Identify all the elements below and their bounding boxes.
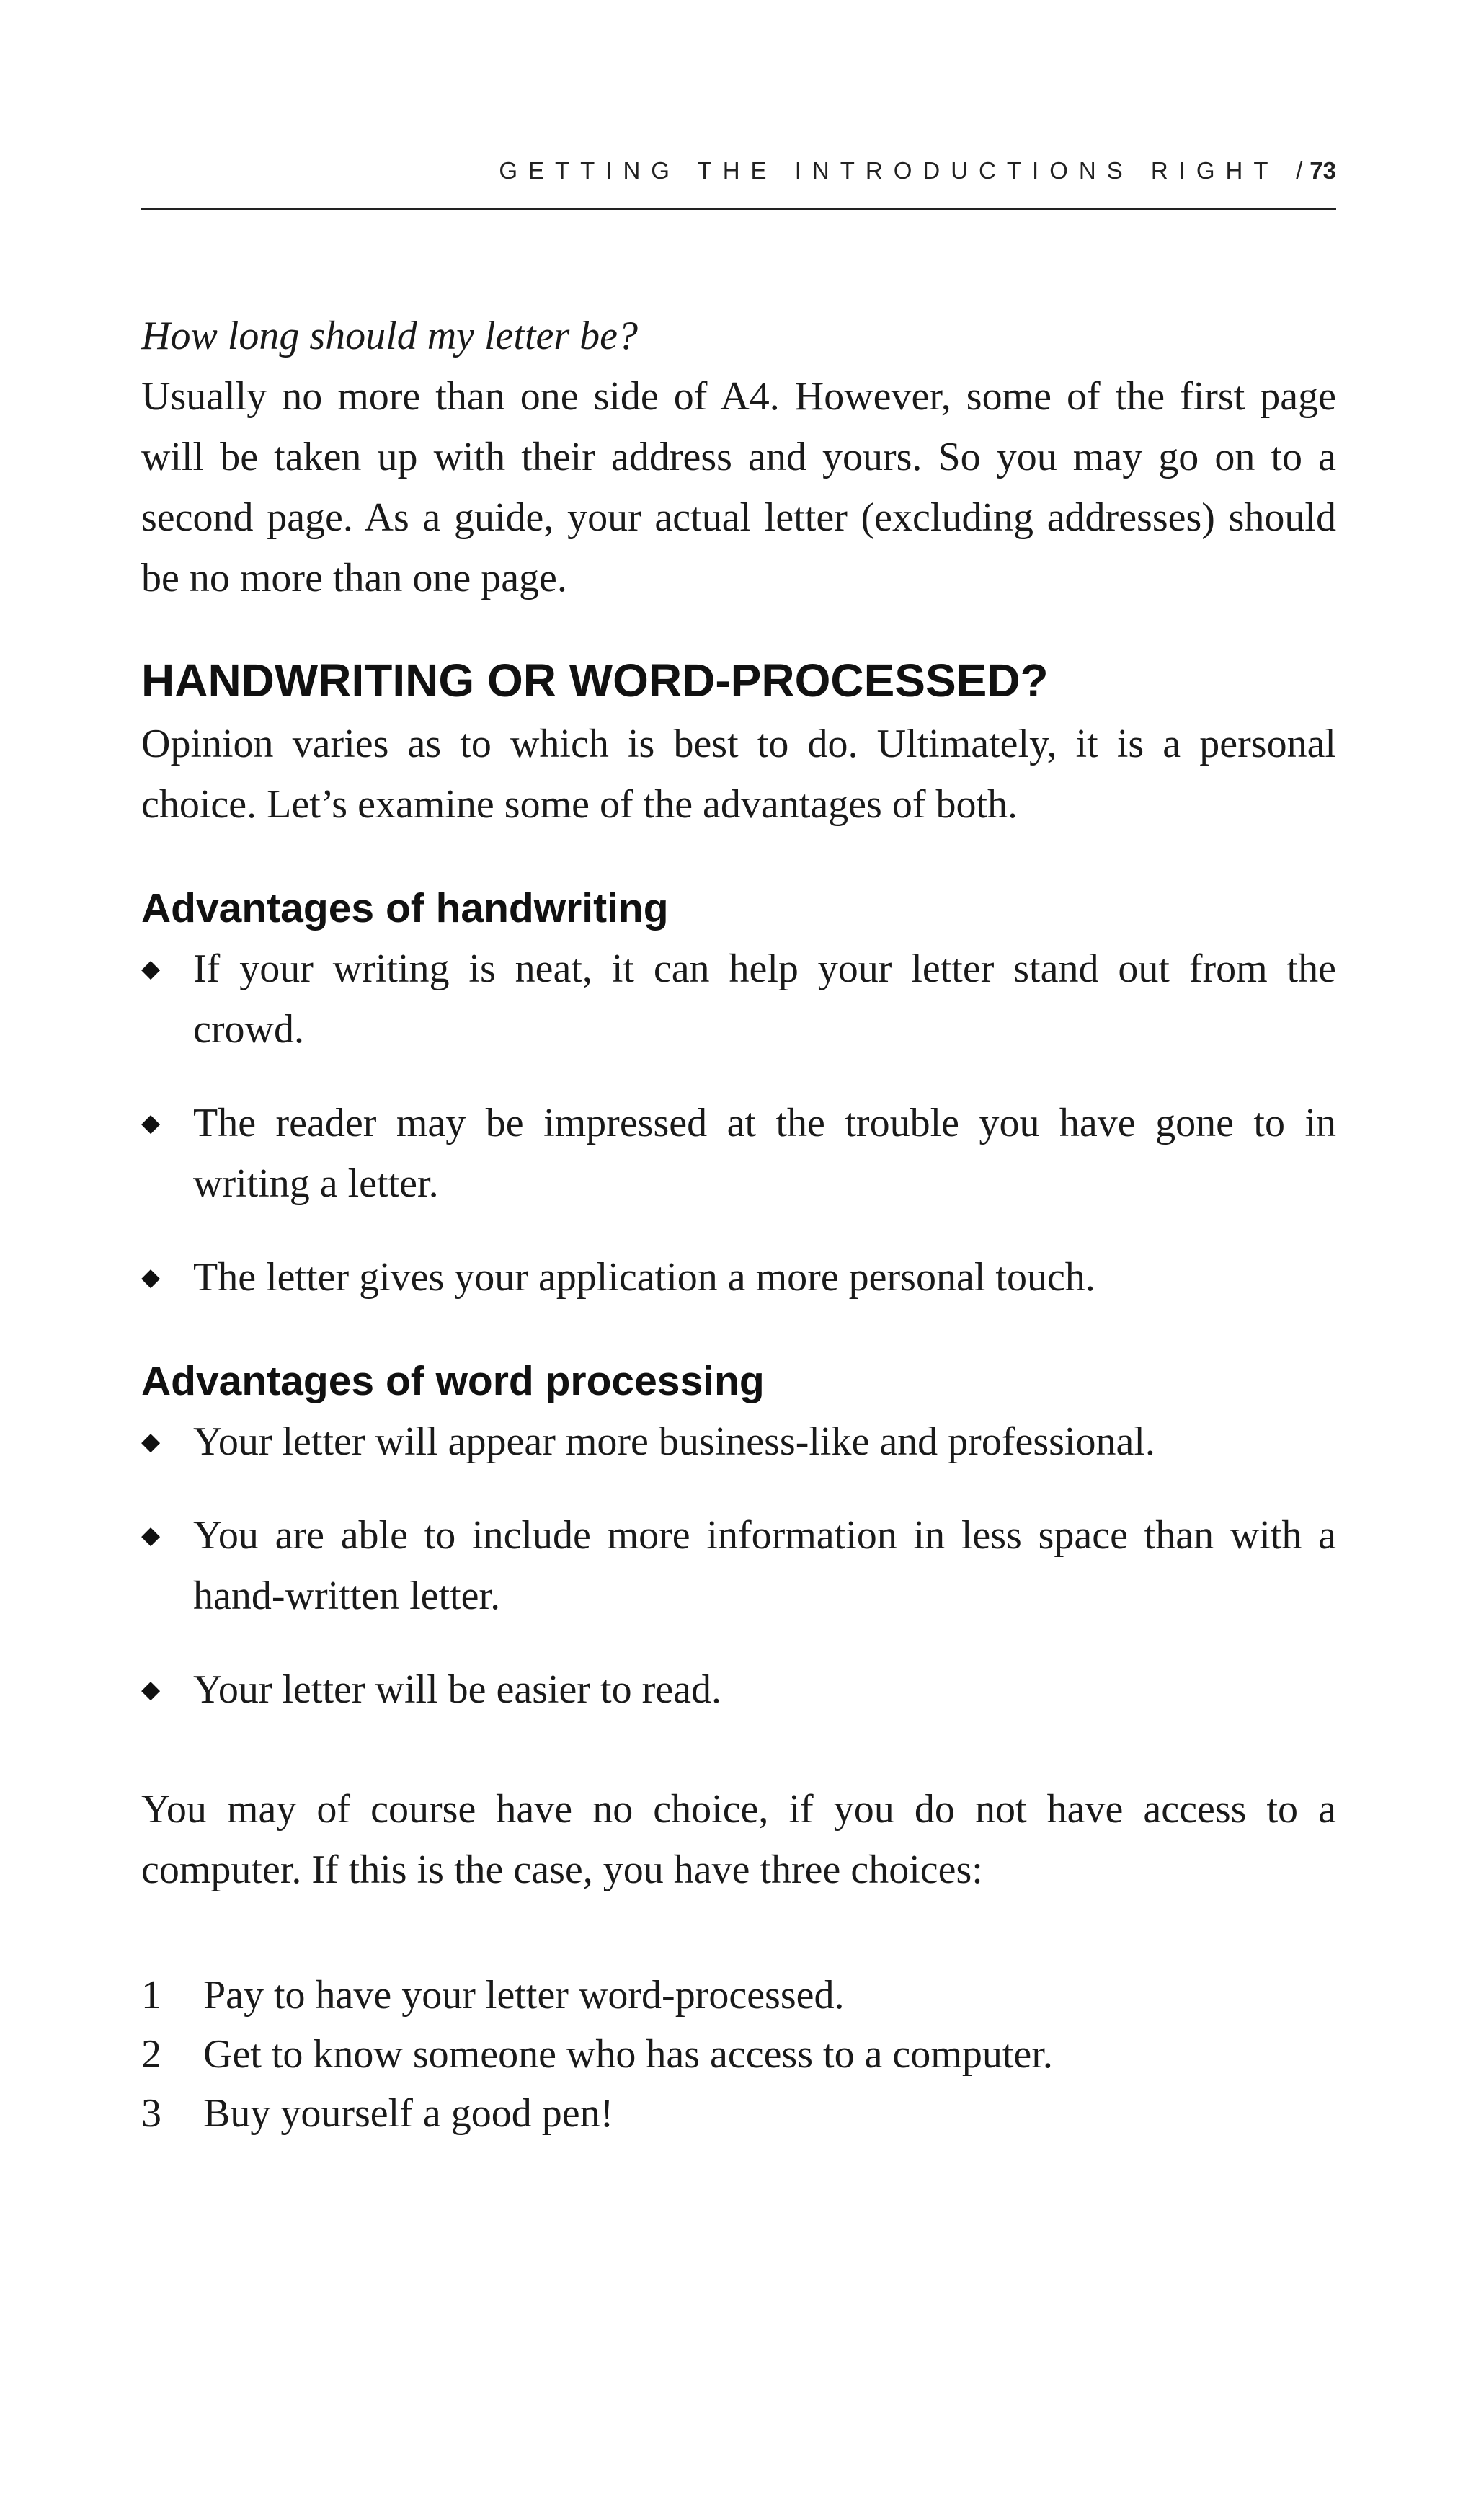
bullet-text: Your letter will appear more business-like and professional. [193,1419,1155,1464]
bullet-text: If your writing is neat, it can help your letter stand out from the crowd. [193,946,1336,1052]
choice-text: Buy yourself a good pen! [203,2091,614,2136]
bullet-text: Your letter will be easier to read. [193,1667,721,1712]
diamond-bullet-icon: ◆ [141,1109,161,1137]
choice-text: Get to know someone who has access to a computer. [203,2032,1053,2077]
header-rule [141,208,1336,210]
diamond-bullet-icon: ◆ [141,1427,161,1456]
section-heading: HANDWRITING OR WORD-PROCESSED? [141,655,1049,706]
diamond-bullet-icon: ◆ [141,1263,161,1292]
diamond-bullet-icon: ◆ [141,1521,161,1550]
intro-answer: Usually no more than one side of A4. However, some of the first page will be taken up with their address and yours. So you may go on to a second page. As a guide, your actual letter (excluding addresses) should be no more than one page. [141,374,1336,600]
word-processing-heading: Advantages of word processing [141,1358,765,1404]
list-number: 3 [141,2091,161,2136]
bullet-text: The reader may be impressed at the trouble you have gone to in writing a letter. [193,1101,1336,1206]
diamond-bullet-icon: ◆ [141,1675,161,1704]
running-header [141,157,1336,185]
bullet-text: You are able to include more information in less space than with a hand-written letter. [193,1513,1336,1618]
list-number: 1 [141,1973,161,2018]
handwriting-heading: Advantages of handwriting [141,885,669,931]
running-title: GETTING THE INTRODUCTIONS RIGHT [499,157,1279,184]
page-number: 73 [1310,157,1336,184]
list-number: 2 [141,2032,161,2077]
section-lead: Opinion varies as to which is best to do. Ultimately, it is a personal choice. Let’s examine some of the advantages of both. [141,722,1336,827]
bullet-text: The letter gives your application a more personal touch. [193,1255,1095,1300]
conclusion-text: You may of course have no choice, if you do not have access to a computer. If this is the case, you have three choices: [141,1787,1336,1892]
header-separator: / [1296,157,1303,184]
choice-text: Pay to have your letter word-processed. [203,1973,845,2018]
intro-question: How long should my letter be? [141,314,639,358]
diamond-bullet-icon: ◆ [141,954,161,983]
